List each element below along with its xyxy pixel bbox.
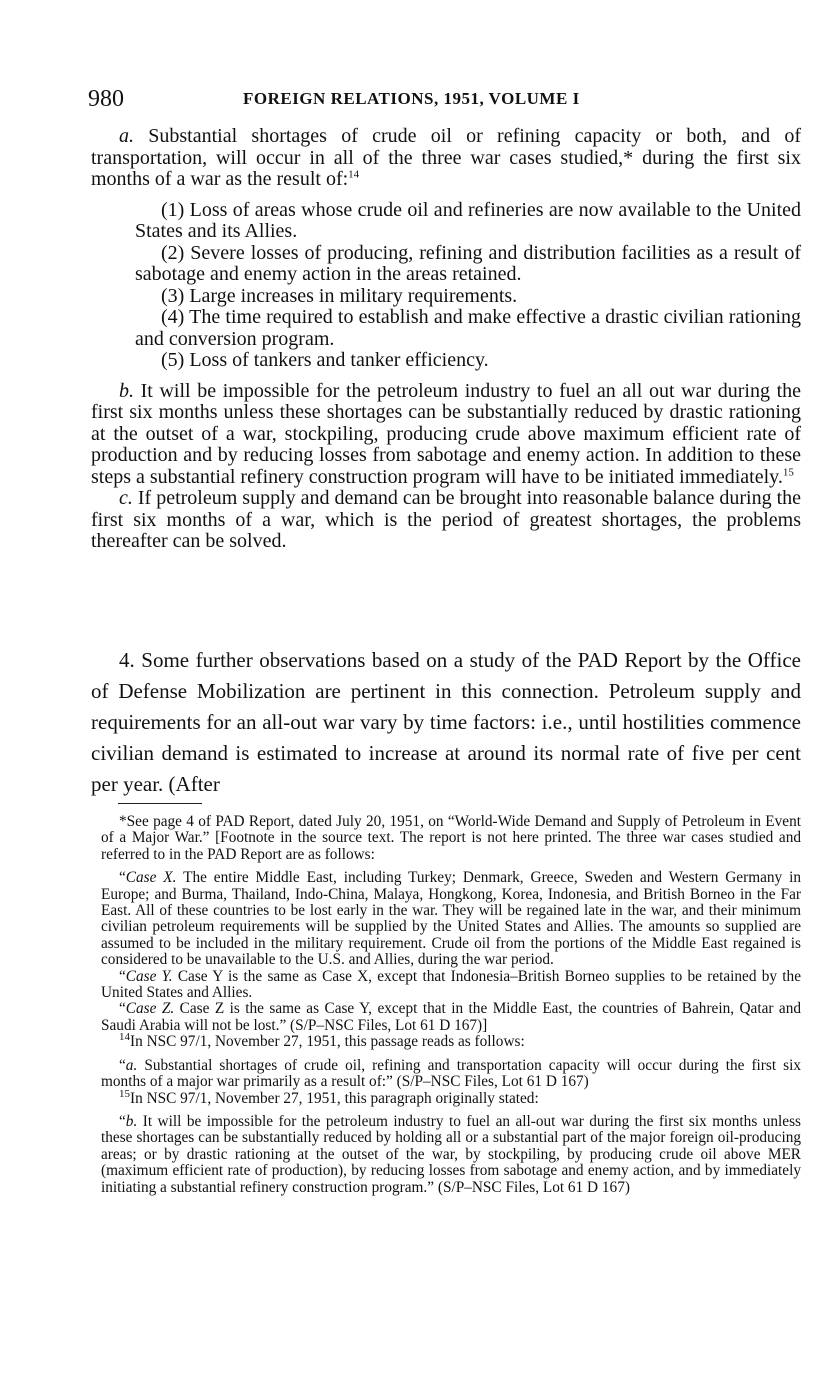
footnote-14-quote-text: Substantial shortages of crude oil, refining and transportation capacity will occur during the first six months of a major war primarily as a result of:” (S/P–NSC Files, Lot 61 D 167) — [101, 1056, 802, 1091]
footnote-15 — [101, 1087, 801, 1107]
case-x-label: Case X. — [125, 869, 177, 887]
list-item-2: (2) Severe losses of producing, refining and distribution facilities as a result of sabotage and enemy action in the areas retained. — [135, 241, 801, 285]
list-item-5: (5) Loss of tankers and tanker efficiency. — [161, 349, 489, 371]
case-y-label: Case Y. — [125, 967, 173, 985]
footnote-15-quote: “b. It will be impossible for the petroleum industry to fuel an all-out war during the first six months unless these shortages can be substantially reduced by holding all or a substantial part of the major foreign oil-producing areas; or by drastic rationing at the outset of the war, by stockpiling, by producing crude oil above MER (maximum efficient rate of production), by reducing losses from sabotage and enemy action, and by immediately initiating a substantial refinery construction program.” (S/P–NSC Files, Lot 61 D 167) — [101, 1112, 801, 1196]
footnote-15-text: In NSC 97/1, November 27, 1951, this paragraph originally stated: — [130, 1089, 539, 1107]
footnote-star: *See page 4 of PAD Report, dated July 20, 1951, on “World-Wide Demand and Supply of Petroleum in Event of a Major War.” [Footnote in the source text. The report is not here printed. The three war cases studied and referred to in the PAD Report are as follows: — [101, 813, 801, 863]
paragraph-c-label: c. — [119, 487, 133, 509]
case-y-text: Case Y is the same as Case X, except that Indonesia–British Borneo supplies to be retained by the United States and Allies. — [101, 967, 801, 1002]
paragraph-a-label: a. — [119, 125, 134, 147]
case-z-label: Case Z. — [125, 1000, 175, 1018]
footnote-case-z: “Case Z. Case Z is the same as Case Y, except that in the Middle East, the countries of Bahrein, Qatar and Saudi Arabia will not be lost.” (S/P–NSC Files, Lot 61 D 167)] — [101, 1000, 802, 1034]
paragraph-b-text: It will be impossible for the petroleum industry to fuel an all out war during the first six months unless these shortages can be substantially reduced by drastic rationing at the outset of a war, stockpiling, producing crude above maximum efficient rate of production and by reducing losses from sabotage and enemy action. In addition to these steps a substantial refinery construction program will have to be initiated immediately. — [91, 379, 802, 488]
paragraph-4: 4. Some further observations based on a study of the PAD Report by the Office of Defense Mobilization are pertinent in this connection. Petroleum supply and requirements for an all-out war vary by time factors: i.e., until hostilities commence civilian demand is estimated to increase at around its normal rate of five per cent per year. (After — [91, 648, 801, 796]
page-header — [88, 86, 800, 116]
footnote-14-quote: “a. Substantial shortages of crude oil, refining and transportation capacity will occur during the first six months of a major war primarily as a result of:” (S/P–NSC Files, Lot 61 D 167) — [101, 1056, 802, 1091]
footnote-15-quote-text: It will be impossible for the petroleum industry to fuel an all-out war during the first six months unless these shortages can be substantially reduced by holding all or a substantial part of the major foreign oil-producing areas; or by drastic rationing at the outset of the war, by stockpiling, by producing crude oil above MER (maximum efficient rate of production), by reducing losses from sabotage and enemy action, and by immediately initiating a substantial refinery construction program.” (S/P–NSC Files, Lot 61 D 167) — [101, 1112, 801, 1196]
footnote-15-mark: 15 — [119, 1087, 130, 1100]
list-item-1: (1) Loss of areas whose crude oil and refineries are now available to the United States and its Allies. — [135, 198, 801, 242]
running-head: FOREIGN RELATIONS, 1951, VOLUME I — [243, 89, 580, 108]
paragraph-a-text: Substantial shortages of crude oil or refining capacity or both, and of transportation, will occur in all of the three war cases studied,* during the first six months of a war as the result of: — [91, 125, 802, 190]
paragraph-b-label: b. — [119, 379, 134, 402]
case-z-text: Case Z is the same as Case Y, except that in the Middle East, the countries of Bahrein, Qatar and Saudi Arabia will not be lost.” (S/P–NSC Files, Lot 61 D 167)] — [101, 1000, 802, 1034]
main-text — [91, 126, 801, 553]
footnote-case-x: “Case X. The entire Middle East, including Turkey; Denmark, Greece, Sweden and Western Germany in Europe; and Burma, Thailand, Indo-China, Malaya, Hongkong, Korea, Indonesia, and British Borneo in the Far East. All of these countries to be lost early in the war. They will be regained late in the war, and their minimum civilian petroleum requirements will be supplied by the United States and Allies. The amounts so supplied are assumed to be included in the military requirement. Crude oil from the portions of the Middle East regained is considered to be unavailable to the U.S. and Allies, during the war period. — [101, 869, 801, 969]
footnote-case-y: “Case Y. Case Y is the same as Case X, except that Indonesia–British Borneo supplies to be retained by the United States and Allies. — [101, 967, 801, 1002]
page-number: 980 — [88, 86, 124, 112]
footnote-14-text: In NSC 97/1, November 27, 1951, this passage reads as follows: — [130, 1033, 525, 1051]
footnote-divider — [118, 803, 202, 804]
case-x-text: The entire Middle East, including Turkey; Denmark, Greece, Sweden and Western Germany in Europe; and Burma, Thailand, Indo-China, Malaya, Hongkong, Korea, Indonesia, and British Borneo in the Far East. All of these countries to be lost early in the war. They will be regained late in the war, and their minimum civilian petroleum requirements will be supplied by the United States and Allies. The amounts so supplied are assumed to be included in the military requirement. Crude oil from the portions of the Middle East regained is considered to be unavailable to the U.S. and Allies, during the war period. — [101, 869, 801, 969]
paragraph-c-text: If petroleum supply and demand can be brought into reasonable balance during the first six months of a war, which is the period of greatest shortages, the problems thereafter can be solved. — [91, 487, 802, 552]
footnote-14-mark: 14 — [119, 1031, 130, 1044]
list-item-3: (3) Large increases in military requirements. — [161, 284, 518, 307]
footnote-ref-14: 14 — [348, 168, 360, 181]
footnote-ref-15: 15 — [782, 465, 794, 478]
paragraph-a — [91, 126, 801, 191]
footnote-14-quote-label: a. — [125, 1056, 138, 1074]
footnote-14 — [101, 1031, 801, 1051]
list-item-4: (4) The time required to establish and make effective a drastic civilian rationing and conversion program. — [135, 306, 801, 350]
footnote-15-quote-label: b. — [125, 1112, 138, 1130]
paragraph-c — [91, 488, 801, 553]
footnotes — [101, 814, 801, 1196]
paragraph-b — [91, 381, 801, 489]
